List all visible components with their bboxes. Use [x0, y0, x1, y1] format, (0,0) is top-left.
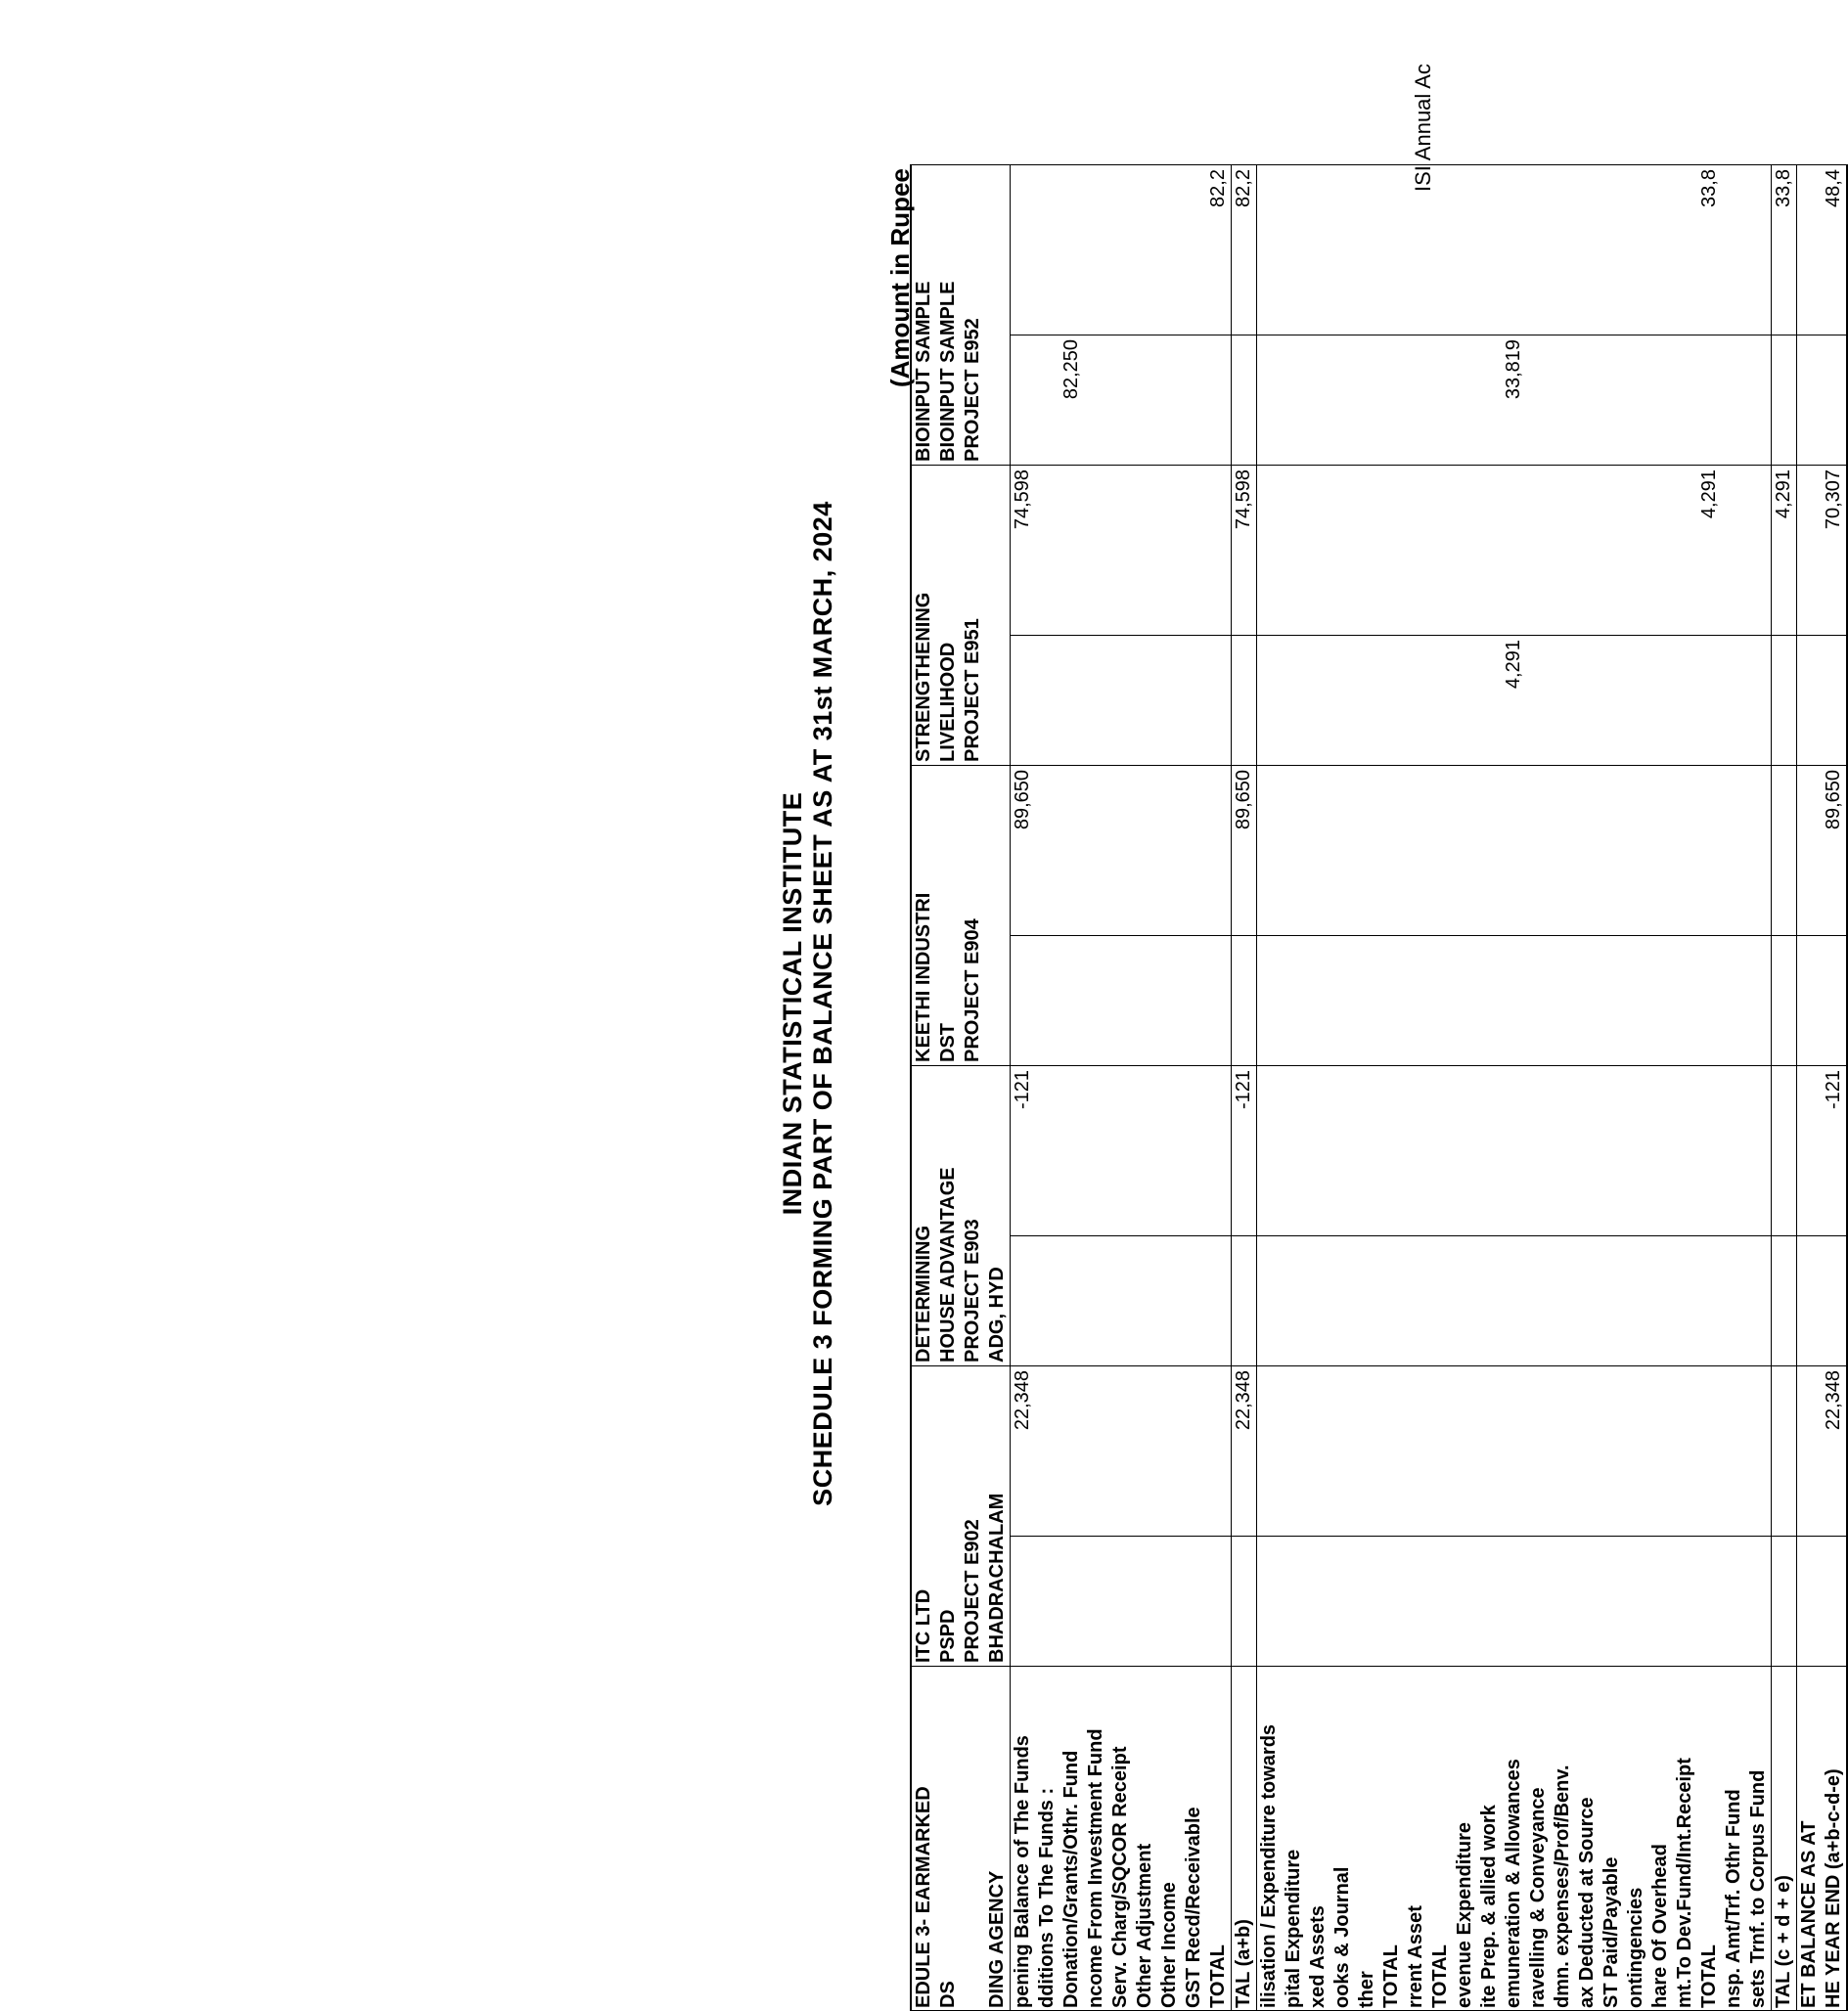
row-label: emuneration & Allowances	[1502, 1667, 1526, 2011]
row-label: ooks & Journal	[1330, 1667, 1355, 2011]
value-cell: 89,650	[1822, 766, 1847, 936]
header-row-3	[961, 165, 985, 2011]
value-cell	[1697, 1366, 1722, 1537]
row-books	[1330, 165, 1355, 2011]
row-label: sets Trnf. to Corpus Fund	[1746, 1667, 1772, 2011]
row-net-balance	[1797, 165, 1823, 2011]
amount-note: (Amount in Rupee	[885, 168, 915, 387]
row-utilisation	[1257, 165, 1283, 2011]
column-header: PROJECT E904	[961, 766, 985, 1066]
value-cell	[1206, 1366, 1232, 1537]
row-total-cde	[1772, 165, 1797, 2011]
row-label: ST Paid/Payable	[1600, 1667, 1624, 2011]
row-tax	[1575, 165, 1600, 2011]
row-label: HE YEAR END (a+b-c-d-e)	[1822, 1667, 1847, 2011]
row-label: pening Balance of The Funds	[1011, 1667, 1036, 2011]
value-cell	[1011, 165, 1036, 335]
schedule-title: SCHEDULE 3 FORMING PART OF BALANCE SHEET AS AT 31st MARCH, 2024	[808, 501, 837, 1506]
value-cell: -121	[1822, 1066, 1847, 1236]
row-label: TAL (a+b)	[1232, 1667, 1257, 2011]
row-opening	[1011, 165, 1036, 2011]
row-total-d	[1428, 165, 1453, 2011]
institute-title: INDIAN STATISTICAL INSTITUTE	[778, 791, 807, 1216]
value-cell: 33,8	[1772, 165, 1797, 335]
row-label: ravelling & Conveyance	[1526, 1667, 1551, 2011]
column-header	[985, 466, 1011, 766]
row-label: GST Recd/Receivable	[1182, 1667, 1206, 2011]
row-other-adjustment	[1133, 165, 1157, 2011]
row-contingencies	[1624, 165, 1648, 2011]
row-transp	[1722, 165, 1746, 2011]
row-admn	[1551, 165, 1575, 2011]
footer-text: ISI Annual Ac	[1411, 64, 1435, 192]
row-total-b	[1206, 165, 1232, 2011]
row-label: DING AGENCY	[985, 1667, 1011, 2011]
value-cell: 82,250	[1059, 335, 1084, 466]
row-overhead	[1648, 165, 1673, 2011]
header-row-2	[936, 165, 961, 2011]
row-income-investment	[1084, 165, 1108, 2011]
value-cell: 89,650	[1011, 766, 1036, 936]
row-assets-trf	[1746, 165, 1772, 2011]
row-label: EDULE 3- EARMARKED	[911, 1667, 936, 2011]
row-label: ite Prep. & allied work	[1477, 1667, 1502, 2011]
row-additions	[1035, 165, 1059, 2011]
row-donation	[1059, 165, 1084, 2011]
row-total-c	[1379, 165, 1404, 2011]
row-label: TOTAL	[1428, 1667, 1453, 2011]
row-label: TAL (c + d + e)	[1772, 1667, 1797, 2011]
row-label: TOTAL	[1379, 1667, 1404, 2011]
value-cell: 22,348	[1822, 1366, 1847, 1537]
header-row-1	[911, 165, 936, 2011]
row-capital	[1282, 165, 1306, 2011]
row-label: Other Income	[1157, 1667, 1182, 2011]
value-cell: 74,598	[1232, 466, 1257, 636]
row-label: pital Expenditure	[1282, 1667, 1306, 2011]
column-header: DST	[936, 766, 961, 1066]
row-label: ax Deducted at Source	[1575, 1667, 1600, 2011]
column-header: LIVELIHOOD	[936, 466, 961, 766]
value-cell: 4,291	[1697, 466, 1722, 636]
row-label: xed Assets	[1306, 1667, 1330, 2011]
row-label: TOTAL	[1206, 1667, 1232, 2011]
value-cell	[1772, 1066, 1797, 1236]
row-label: ET BALANCE AS AT	[1797, 1667, 1823, 2011]
column-header: PROJECT E951	[961, 466, 985, 766]
value-cell: 4,291	[1502, 636, 1526, 766]
value-cell: -121	[1232, 1066, 1257, 1236]
value-cell	[1772, 766, 1797, 936]
row-site-prep	[1477, 165, 1502, 2011]
row-label: ther	[1355, 1667, 1379, 2011]
row-label: Serv. Charg/SQCOR Receipt	[1108, 1667, 1133, 2011]
column-header: DETERMINING	[911, 1066, 936, 1366]
value-cell: 33,819	[1502, 335, 1526, 466]
header-row-4	[985, 165, 1011, 2011]
row-gst-recd	[1182, 165, 1206, 2011]
row-serv-charg	[1108, 165, 1133, 2011]
value-cell: 89,650	[1232, 766, 1257, 936]
value-cell: 82,2	[1232, 165, 1257, 335]
row-label: nsp. Amt/Trf. Othr Fund	[1722, 1667, 1746, 2011]
row-travelling	[1526, 165, 1551, 2011]
row-amt-dev	[1673, 165, 1697, 2011]
row-label: hare Of Overhead	[1648, 1667, 1673, 2011]
value-cell	[1772, 1366, 1797, 1537]
row-label: evenue Expenditure	[1453, 1667, 1477, 2011]
row-remuneration	[1502, 165, 1526, 2011]
value-cell: 22,348	[1011, 1366, 1036, 1537]
value-cell	[1697, 766, 1722, 936]
column-header: BHADRACHALAM	[985, 1366, 1011, 1667]
schedule-table	[910, 164, 1848, 2011]
row-revenue	[1453, 165, 1477, 2011]
row-label: ncome From Investment Fund	[1084, 1667, 1108, 2011]
value-cell: 4,291	[1772, 466, 1797, 636]
row-label: Donation/Grants/Othr. Fund	[1059, 1667, 1084, 2011]
column-header: BIOINPUT SAMPLE	[911, 165, 936, 466]
column-header: PROJECT E952	[961, 165, 985, 466]
value-cell: -121	[1011, 1066, 1036, 1236]
value-cell: 82,2	[1206, 165, 1232, 335]
row-fixed-assets	[1306, 165, 1330, 2011]
row-label: DS	[936, 1667, 961, 2011]
row-label: dmn. expenses/Prof/Benv.	[1551, 1667, 1575, 2011]
row-gst-paid	[1600, 165, 1624, 2011]
value-cell: 70,307	[1822, 466, 1847, 636]
value-cell: 74,598	[1011, 466, 1036, 636]
column-header: STRENGTHENING	[911, 466, 936, 766]
row-other	[1355, 165, 1379, 2011]
row-total-ab	[1232, 165, 1257, 2011]
column-header: HOUSE ADVANTAGE	[936, 1066, 961, 1366]
value-cell	[1206, 766, 1232, 936]
row-total-e	[1697, 165, 1722, 2011]
value-cell: 22,348	[1232, 1366, 1257, 1537]
column-header: ADG, HYD	[985, 1066, 1011, 1366]
row-label: TOTAL	[1697, 1667, 1722, 2011]
row-label: mt.To Dev.Fund/Int.Receipt	[1673, 1667, 1697, 2011]
value-cell: 48,4	[1822, 165, 1847, 335]
row-label: Other Adjustment	[1133, 1667, 1157, 2011]
column-header: PROJECT E902	[961, 1366, 985, 1667]
value-cell	[1697, 1066, 1722, 1236]
row-label: dditions To The Funds :	[1035, 1667, 1059, 2011]
row-other-income	[1157, 165, 1182, 2011]
row-year-end	[1822, 165, 1847, 2011]
column-header: ITC LTD	[911, 1366, 936, 1667]
value-cell: 33,8	[1697, 165, 1722, 335]
row-current-asset	[1404, 165, 1428, 2011]
value-cell	[1206, 1066, 1232, 1236]
column-header: PSPD	[936, 1366, 961, 1667]
column-header: PROJECT E903	[961, 1066, 985, 1366]
column-header: BIOINPUT SAMPLE	[936, 165, 961, 466]
value-cell	[1206, 466, 1232, 636]
column-header	[985, 165, 1011, 466]
row-label: ilisation / Expenditure towards	[1257, 1667, 1283, 2011]
column-header: KEETHI INDUSTRI	[911, 766, 936, 1066]
row-label: rrent Asset	[1404, 1667, 1428, 2011]
row-label: ontingencies	[1624, 1667, 1648, 2011]
column-header	[985, 766, 1011, 1066]
